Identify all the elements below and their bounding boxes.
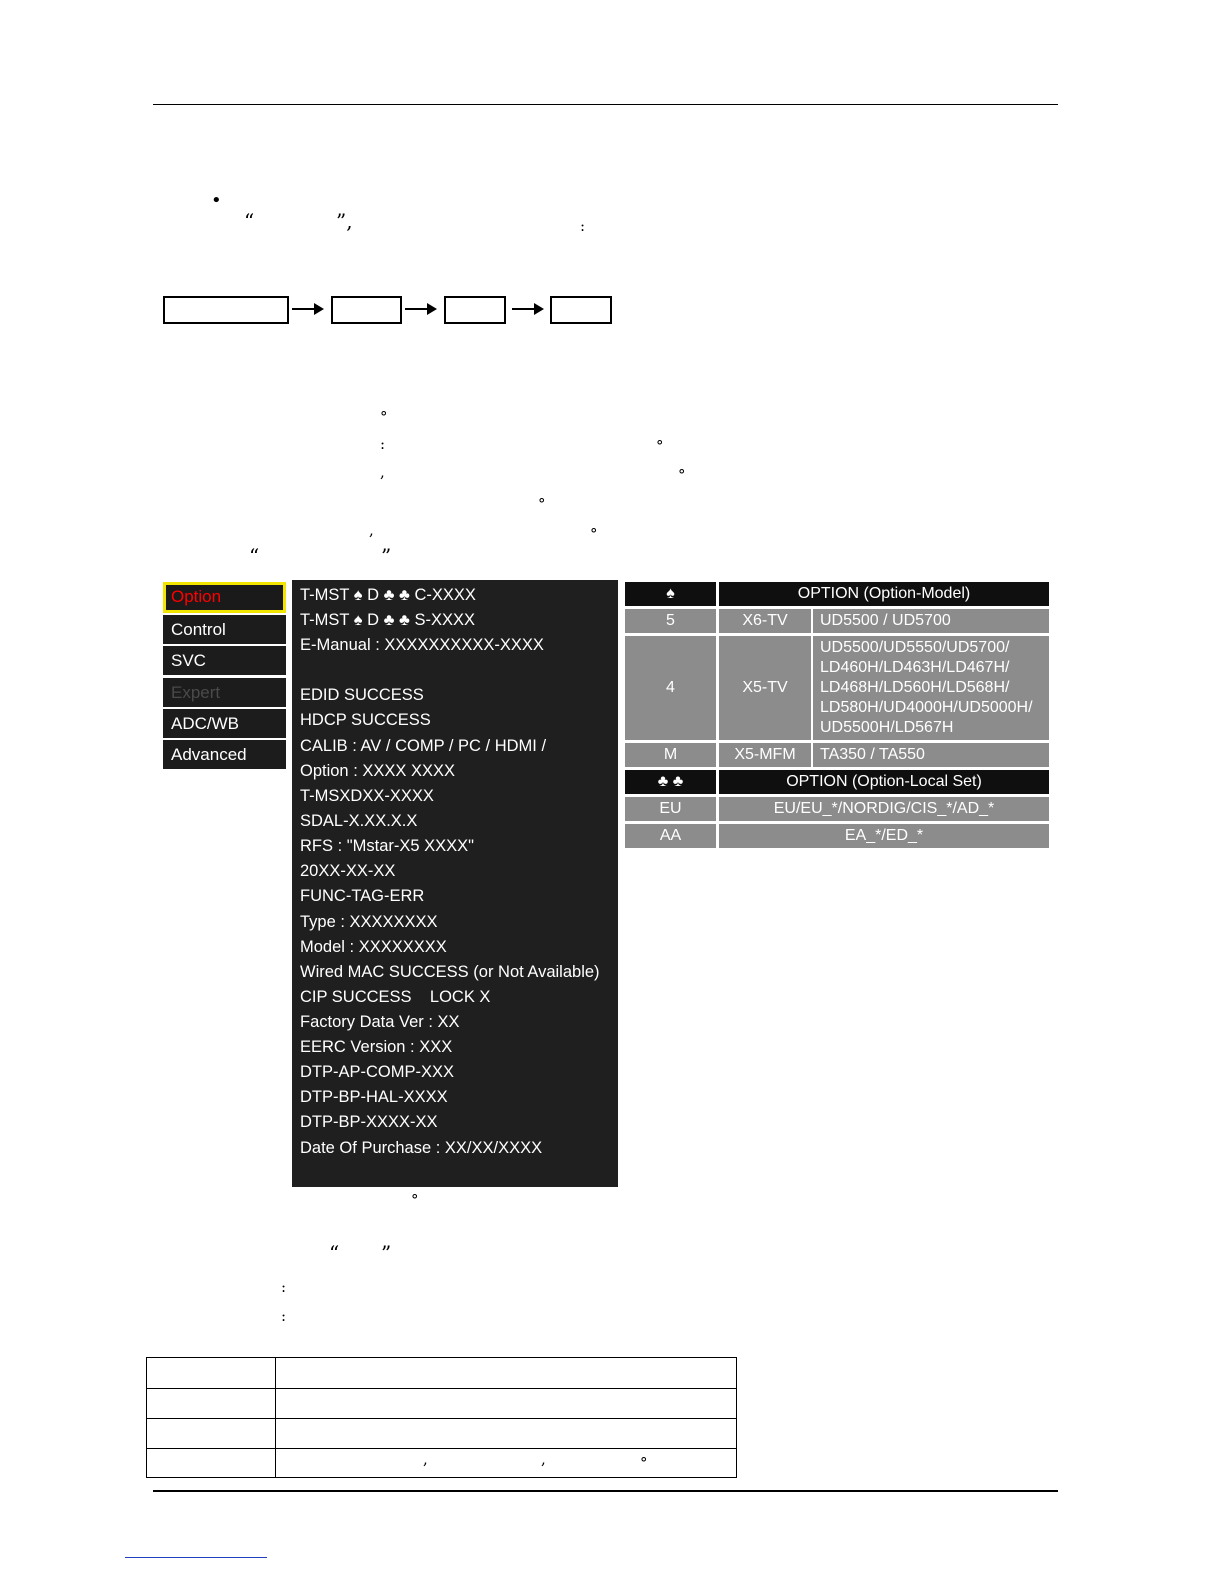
info-line: E-Manual : XXXXXXXXXX-XXXX — [300, 636, 544, 654]
model-line: LD460H/LD463H/LD467H/ — [820, 659, 1010, 676]
info-line: Option : XXXX XXXX — [300, 762, 455, 780]
info-line: RFS : "Mstar-X5 XXXX" — [300, 837, 474, 855]
info-line: EERC Version : XXX — [300, 1038, 453, 1056]
info-line: DTP-BP-HAL-XXXX — [300, 1088, 448, 1106]
flow-step-1 — [163, 296, 289, 324]
table-header-symbol: ♣ ♣ — [625, 770, 716, 794]
table-cell-chassis: X5-TV — [719, 636, 811, 740]
menu-item-expert: Expert — [163, 678, 286, 707]
info-line: T-MSXDXX-XXXX — [300, 787, 434, 805]
table-header-symbol: ♠ — [625, 582, 716, 606]
table-cell-code: EU — [625, 797, 716, 821]
info-line: Factory Data Ver : XX — [300, 1013, 460, 1031]
model-line: LD468H/LD560H/LD568H/ — [820, 679, 1010, 696]
info-panel — [292, 580, 618, 1187]
model-line: LD580H/UD4000H/UD5000H/ — [820, 699, 1033, 716]
table-cell-models: UD5500 / UD5700 — [813, 609, 1049, 633]
table-cell-models — [813, 636, 1049, 740]
table-cell-code: AA — [625, 824, 716, 848]
table-divider — [147, 1418, 736, 1419]
info-line: 20XX-XX-XX — [300, 862, 396, 880]
model-line: UD5500/UD5550/UD5700/ — [820, 639, 1010, 656]
info-line: Model : XXXXXXXX — [300, 938, 447, 956]
arrow-icon — [405, 308, 435, 310]
info-line: CALIB : AV / COMP / PC / HDMI / — [300, 737, 547, 755]
table-cell-chassis: X6-TV — [719, 609, 811, 633]
info-line: FUNC-TAG-ERR — [300, 887, 425, 905]
table-cell-code: M — [625, 743, 716, 767]
table-cell-value: EA_*/ED_* — [719, 824, 1049, 848]
menu-item-svc[interactable]: SVC — [163, 646, 286, 675]
table-cell-value: EU/EU_*/NORDIG/CIS_*/AD_* — [719, 797, 1049, 821]
info-line: CIP SUCCESS LOCK X — [300, 988, 491, 1006]
menu-item-control[interactable]: Control — [163, 615, 286, 644]
menu-item-advanced[interactable]: Advanced — [163, 740, 286, 769]
table-header-title: OPTION (Option-Model) — [719, 582, 1049, 606]
header-rule — [153, 104, 1058, 105]
table-cell-models: TA350 / TA550 — [813, 743, 1049, 767]
flow-step-3 — [444, 296, 506, 324]
info-line: Type : XXXXXXXX — [300, 913, 438, 931]
info-line: DTP-BP-XXXX-XX — [300, 1113, 438, 1131]
menu-item-option[interactable]: Option — [163, 582, 286, 613]
table-cell-code: 4 — [625, 636, 716, 740]
info-line: SDAL-X.XX.X.X — [300, 812, 418, 830]
table-header-title: OPTION (Option-Local Set) — [719, 770, 1049, 794]
spec-table: , , ° — [146, 1357, 737, 1478]
arrow-icon — [292, 308, 322, 310]
flow-step-4 — [550, 296, 612, 324]
menu-item-adc-wb[interactable]: ADC/WB — [163, 709, 286, 738]
info-line: Date Of Purchase : XX/XX/XXXX — [300, 1139, 543, 1157]
table-divider — [147, 1388, 736, 1389]
table-cell-chassis: X5-MFM — [719, 743, 811, 767]
flow-step-2 — [331, 296, 402, 324]
table-divider — [147, 1448, 736, 1449]
info-line: T-MST ♠ D ♣ ♣ C-XXXX — [300, 586, 476, 604]
table-cell-code: 5 — [625, 609, 716, 633]
model-line: UD5500H/LD567H — [820, 719, 954, 736]
info-line: HDCP SUCCESS — [300, 711, 431, 729]
info-line: T-MST ♠ D ♣ ♣ S-XXXX — [300, 611, 475, 629]
footer-rule — [153, 1490, 1058, 1492]
info-line: EDID SUCCESS — [300, 686, 424, 704]
footer-link-underline[interactable] — [125, 1557, 267, 1558]
info-line: Wired MAC SUCCESS (or Not Available) — [300, 963, 600, 981]
info-line: DTP-AP-COMP-XXX — [300, 1063, 455, 1081]
arrow-icon — [512, 308, 542, 310]
